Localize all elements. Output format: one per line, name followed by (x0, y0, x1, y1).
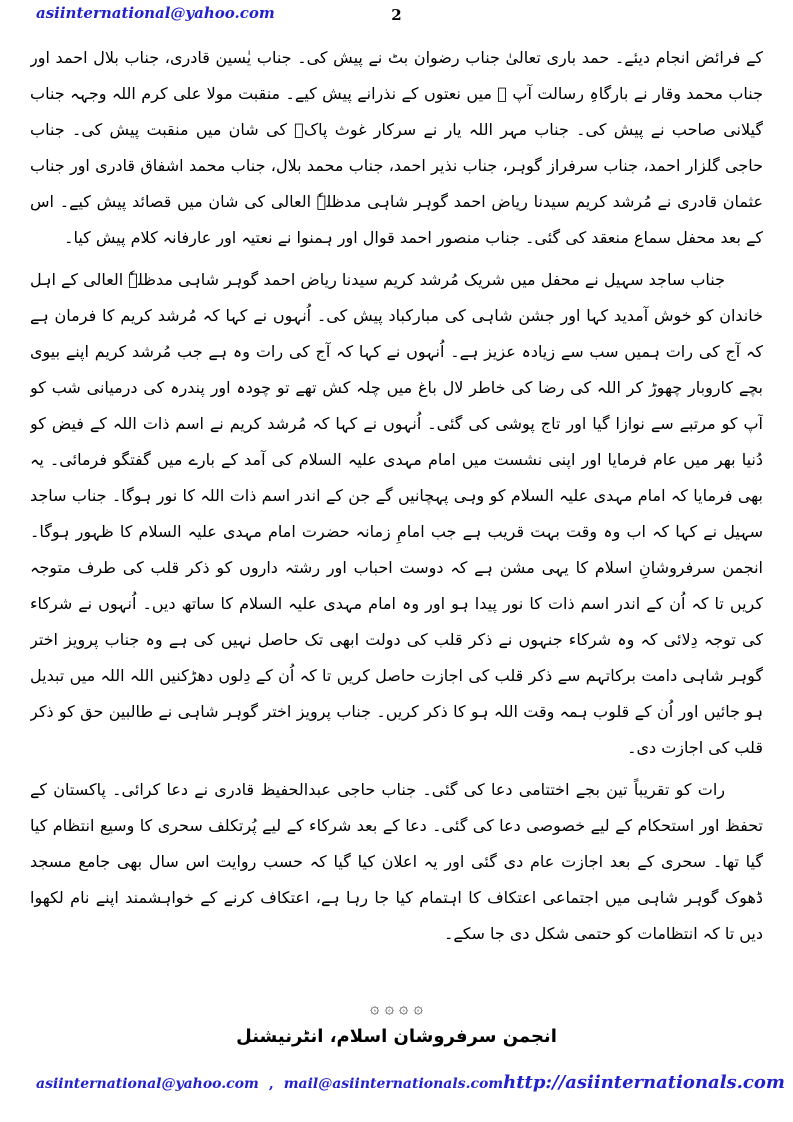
document-body (30, 40, 763, 992)
paragraph-3: رات کو تقریباً تین بجے اختتامی دعا کی گئی۔ جناب حاجی عبدالحفیظ قادری نے دعا کرائی۔ پاکستان کے تحفظ اور استحکام کے لیے خصوصی دعا کی گئی۔ دعا کے بعد شرکاء کے لیے پُرتکلف سحری کا وسیع انتظام کیا گیا تھا۔ سحری کے بعد اجازت عام دی گئی اور یہ اعلان کیا گیا کہ حسب روایت اس سال بھی جامع مسجد ڈھوک گوہر شاہی میں اجتماعی اعتکاف کا اہتمام کیا جا رہا ہے، اعتکاف کرنے کے خواہشمند اپنے نام لکھوا دیں تا کہ انتظامات کو حتمی شکل دی جا سکے۔ (30, 780, 763, 943)
footer-email-2[interactable]: mail@asiinternationals.com (283, 1076, 504, 1092)
organization-name: انجمن سرفروشان اسلام، انٹرنیشنل (236, 1026, 557, 1047)
paragraph-2: جناب ساجد سہیل نے محفل میں شریک مُرشد کریم سیدنا ریاض احمد گوہر شاہی مدظلہٗ العالی کے اہل خاندان کو خوش آمدید کہا اور جشن شاہی کی مبارکباد پیش کی۔ اُنہوں نے کہا کہ مُرشد کریم کا فرمان ہے کہ آج کی رات ہمیں سب سے زیادہ عزیز ہے۔ اُنہوں نے کہا کہ آج کی رات وہ ہے جب مُرشد کریم اپنے بیوی بچے کاروبار چھوڑ کر اللہ کی رضا کی خاطر لال باغ میں چلہ کش تھے تو چودہ اور پندرہ کی درمیانی شب کو آپ کو مرتبے سے نوازا گیا اور تاج پوشی کی گئی۔ اُنہوں نے کہا کہ مُرشد کریم نے اسم ذات اللہ کے فیض کو دُنیا بھر میں عام فرمایا اور اپنی نشست میں امام مہدی علیہ السلام کی آمد کے بارے میں گفتگو فرمائی۔ یہ بھی فرمایا کہ امام مہدی علیہ السلام کو وہی پہچانیں گے جن کے اندر اسم ذات اللہ کا نور ہوگا۔ جناب ساجد سہیل نے کہا کہ اب وہ وقت بہت قریب ہے جب امامِ زمانہ حضرت امام مہدی علیہ السلام کا ظہور ہوگا۔ انجمن سرفروشانِ اسلام کا یہی مشن ہے کہ دوست احباب اور رشتہ داروں کو ذکر قلب کی طرف متوجہ کریں تا کہ اُن کے اندر اسم ذات کا نور پیدا ہو اور وہ امام مہدی علیہ السلام کا ساتھ دیں۔ اُنہوں نے شرکاء کی توجہ دِلائی کہ وہ شرکاء جنہوں نے ذکر قلب کی دولت ابھی تک حاصل نہیں کی ہے وہ جناب پرویز اختر گوہر شاہی دامت برکاتہم سے ذکر قلب کی اجازت حاصل کریں تا کہ اُن کے دِلوں دھڑکنیں اللہ اللہ میں تبدیل ہو جائیں اور اُن کے قلوب ہمہ وقت اللہ ہو کا ذکر کریں۔ جناب پرویز اختر گوہر شاہی نے طالبین حق کو ذکر قلب کی اجازت دی۔ (30, 270, 763, 757)
footer-emails (36, 1076, 503, 1092)
footer-url-link[interactable]: http://asiinternationals.com (503, 1072, 785, 1093)
footer-email-1[interactable]: asiinternational@yahoo.com (36, 1076, 259, 1092)
footer-separator: , (268, 1076, 274, 1092)
footer (36, 1072, 785, 1093)
paragraph-1: کے فرائض انجام دیئے۔ حمد باری تعالیٰ جناب رضوان بٹ نے پیش کی۔ جناب یٰسین قادری، جناب بلال احمد اور جناب محمد وقار نے بارگاہِ رسالت آپ ﷺ میں نعتوں کے نذرانے پیش کیے۔ منقبت مولا علی کرم اللہ وجہہ جناب گیلانی صاحب نے پیش کی۔ جناب مہر اللہ یار نے سرکار غوث پاکؒ کی شان میں منقبت پیش کی۔ جناب حاجی گلزار احمد، جناب سرفراز گوہر، جناب نذیر احمد، جناب محمد بلال، جناب محمد اشفاق قادری اور جناب عثمان قادری نے مُرشد کریم سیدنا ریاض احمد گوہر شاہی مدظلہٗ العالی کی شان میں قصائد پیش کیے۔ اس کے بعد محفل سماع منعقد کی گئی۔ جناب منصور احمد قوال اور ہمنوا نے نعتیہ اور عارفانہ کلام پیش کیا۔ (30, 48, 763, 247)
page-number: 2 (391, 6, 402, 24)
header-email-link[interactable]: asiinternational@yahoo.com (36, 4, 275, 22)
ornament-rosettes: ۞ ۞ ۞ ۞ (370, 998, 423, 1017)
footer-website (503, 1072, 785, 1093)
